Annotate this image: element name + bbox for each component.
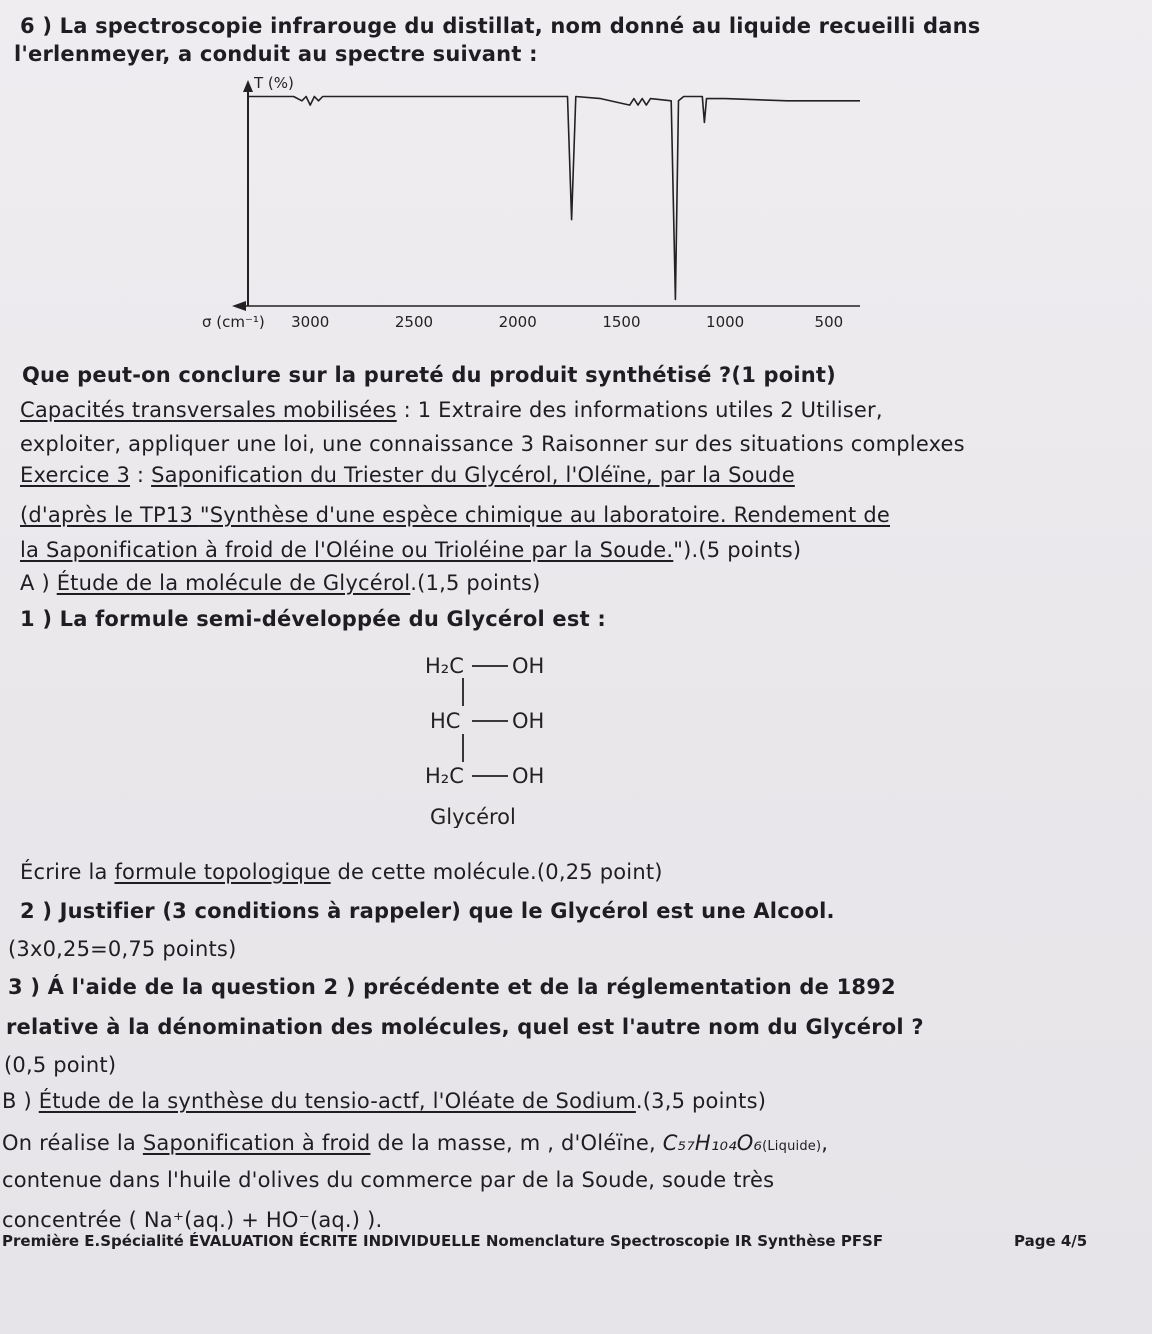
question-purity: Que peut-on conclure sur la pureté du produit synthétisé ?(1 point) [22,363,836,387]
partB-heading [2,1089,766,1113]
hc-middle: HC [430,709,461,733]
x-tick-label: 2000 [498,313,537,331]
exercice-line3 [20,538,801,562]
q1b-a: Écrire la [20,860,115,884]
glycerol-formula [420,648,620,828]
q6-line1: 6 ) La spectroscopie infrarouge du distillat, nom donné au liquide recueilli dans [20,14,981,38]
olein-state: (Liquide) [762,1139,822,1154]
footer-left: Première E.Spécialité ÉVALUATION ÉCRITE INDIVIDUELLE Nomenclature Spectroscopie IR Synthèse PFSF [2,1232,884,1250]
glycerol-structure [420,648,620,828]
y-axis-arrow [243,80,253,92]
x-tick-label: 3000 [291,313,330,331]
q3-line3: (0,5 point) [4,1053,117,1077]
exercice-sep: : [130,463,152,487]
ir-spectrum-plot [180,68,880,338]
exercice-title: Saponification du Triester du Glycérol, l'Oléïne, par la Soude [151,463,795,487]
oh-bottom: OH [512,764,545,788]
oh-top: OH [512,654,545,678]
exercice-label: Exercice 3 [20,463,131,487]
capacites-rest: : 1 Extraire des informations utiles 2 Utiliser, [396,398,883,422]
exercice-line3a: la Saponification à froid de l'Oléine ou Trioléine par la Soude. [20,538,674,562]
exercice-line2 [20,503,890,527]
x-tick-label: 500 [814,313,844,331]
y-axis-label: T (%) [254,74,294,92]
x-tick-labels [291,313,843,331]
partA-prefix: A ) [20,571,57,595]
capacites-label: Capacités transversales mobilisées [20,398,397,422]
partB-line1 [2,1131,828,1155]
partB-end: , [821,1131,829,1155]
spectrum-line [248,97,860,300]
capacites-line1 [20,398,883,422]
x-axis-arrow [232,301,246,311]
q1b-b: formule topologique [114,860,331,884]
partA-suffix: .(1,5 points) [410,571,541,595]
exercice-line3b: ").(5 points) [673,538,802,562]
partA-title: Étude de la molécule de Glycérol [56,571,411,595]
partA-heading [20,571,541,595]
x-tick-label: 1500 [602,313,641,331]
capacites-line2: exploiter, appliquer une loi, une connaissance 3 Raisonner sur des situations complexes [20,432,965,456]
partB-title: Étude de la synthèse du tensio-actf, l'Oléate de Sodium [38,1089,636,1113]
partB-b: Saponification à froid [142,1131,371,1155]
q1b-c: de cette molécule.(0,25 point) [330,860,663,884]
partB-line2: contenue dans l'huile d'olives du commerce par de la Soude, soude très [2,1168,775,1192]
partB-c: de la masse, m , d'Oléïne, [370,1131,663,1155]
spectrum-curve [248,97,860,300]
h2c-bottom: H₂C [425,764,464,788]
partB-prefix: B ) [2,1089,39,1113]
q1-line: 1 ) La formule semi-développée du Glycérol est : [20,607,606,631]
q3-line1: 3 ) Á l'aide de la question 2 ) précédente et de la réglementation de 1892 [8,975,896,999]
x-tick-label: 1000 [706,313,745,331]
exercice-line2a: (d'après le TP13 [20,503,200,527]
h2c-top: H₂C [425,654,464,678]
partB-a: On réalise la [2,1131,143,1155]
ir-spectrum [180,68,880,338]
q2-line2: (3x0,25=0,75 points) [8,937,237,961]
partB-suffix: .(3,5 points) [635,1089,767,1113]
exercice-line2b: "Synthèse d'une espèce chimique au laboratoire. Rendement de [199,503,891,527]
q1b-line [20,860,663,884]
footer-page-number: Page 4/5 [1014,1232,1088,1250]
olein-formula: C₅₇H₁₀₄O₆ [662,1131,763,1155]
glycerol-name: Glycérol [430,805,516,828]
partB-line3: concentrée ( Na⁺(aq.) + HO⁻(aq.) ). [2,1208,383,1232]
q6-line2: l'erlenmeyer, a conduit au spectre suivant : [14,42,538,66]
oh-middle: OH [512,709,545,733]
x-tick-label: 2500 [394,313,434,331]
q3-line2: relative à la dénomination des molécules, quel est l'autre nom du Glycérol ? [6,1015,924,1039]
q2-line1: 2 ) Justifier (3 conditions à rappeler) que le Glycérol est une Alcool. [20,899,835,923]
x-axis-label: σ (cm⁻¹) [202,313,265,331]
exercice-line1 [20,463,795,487]
